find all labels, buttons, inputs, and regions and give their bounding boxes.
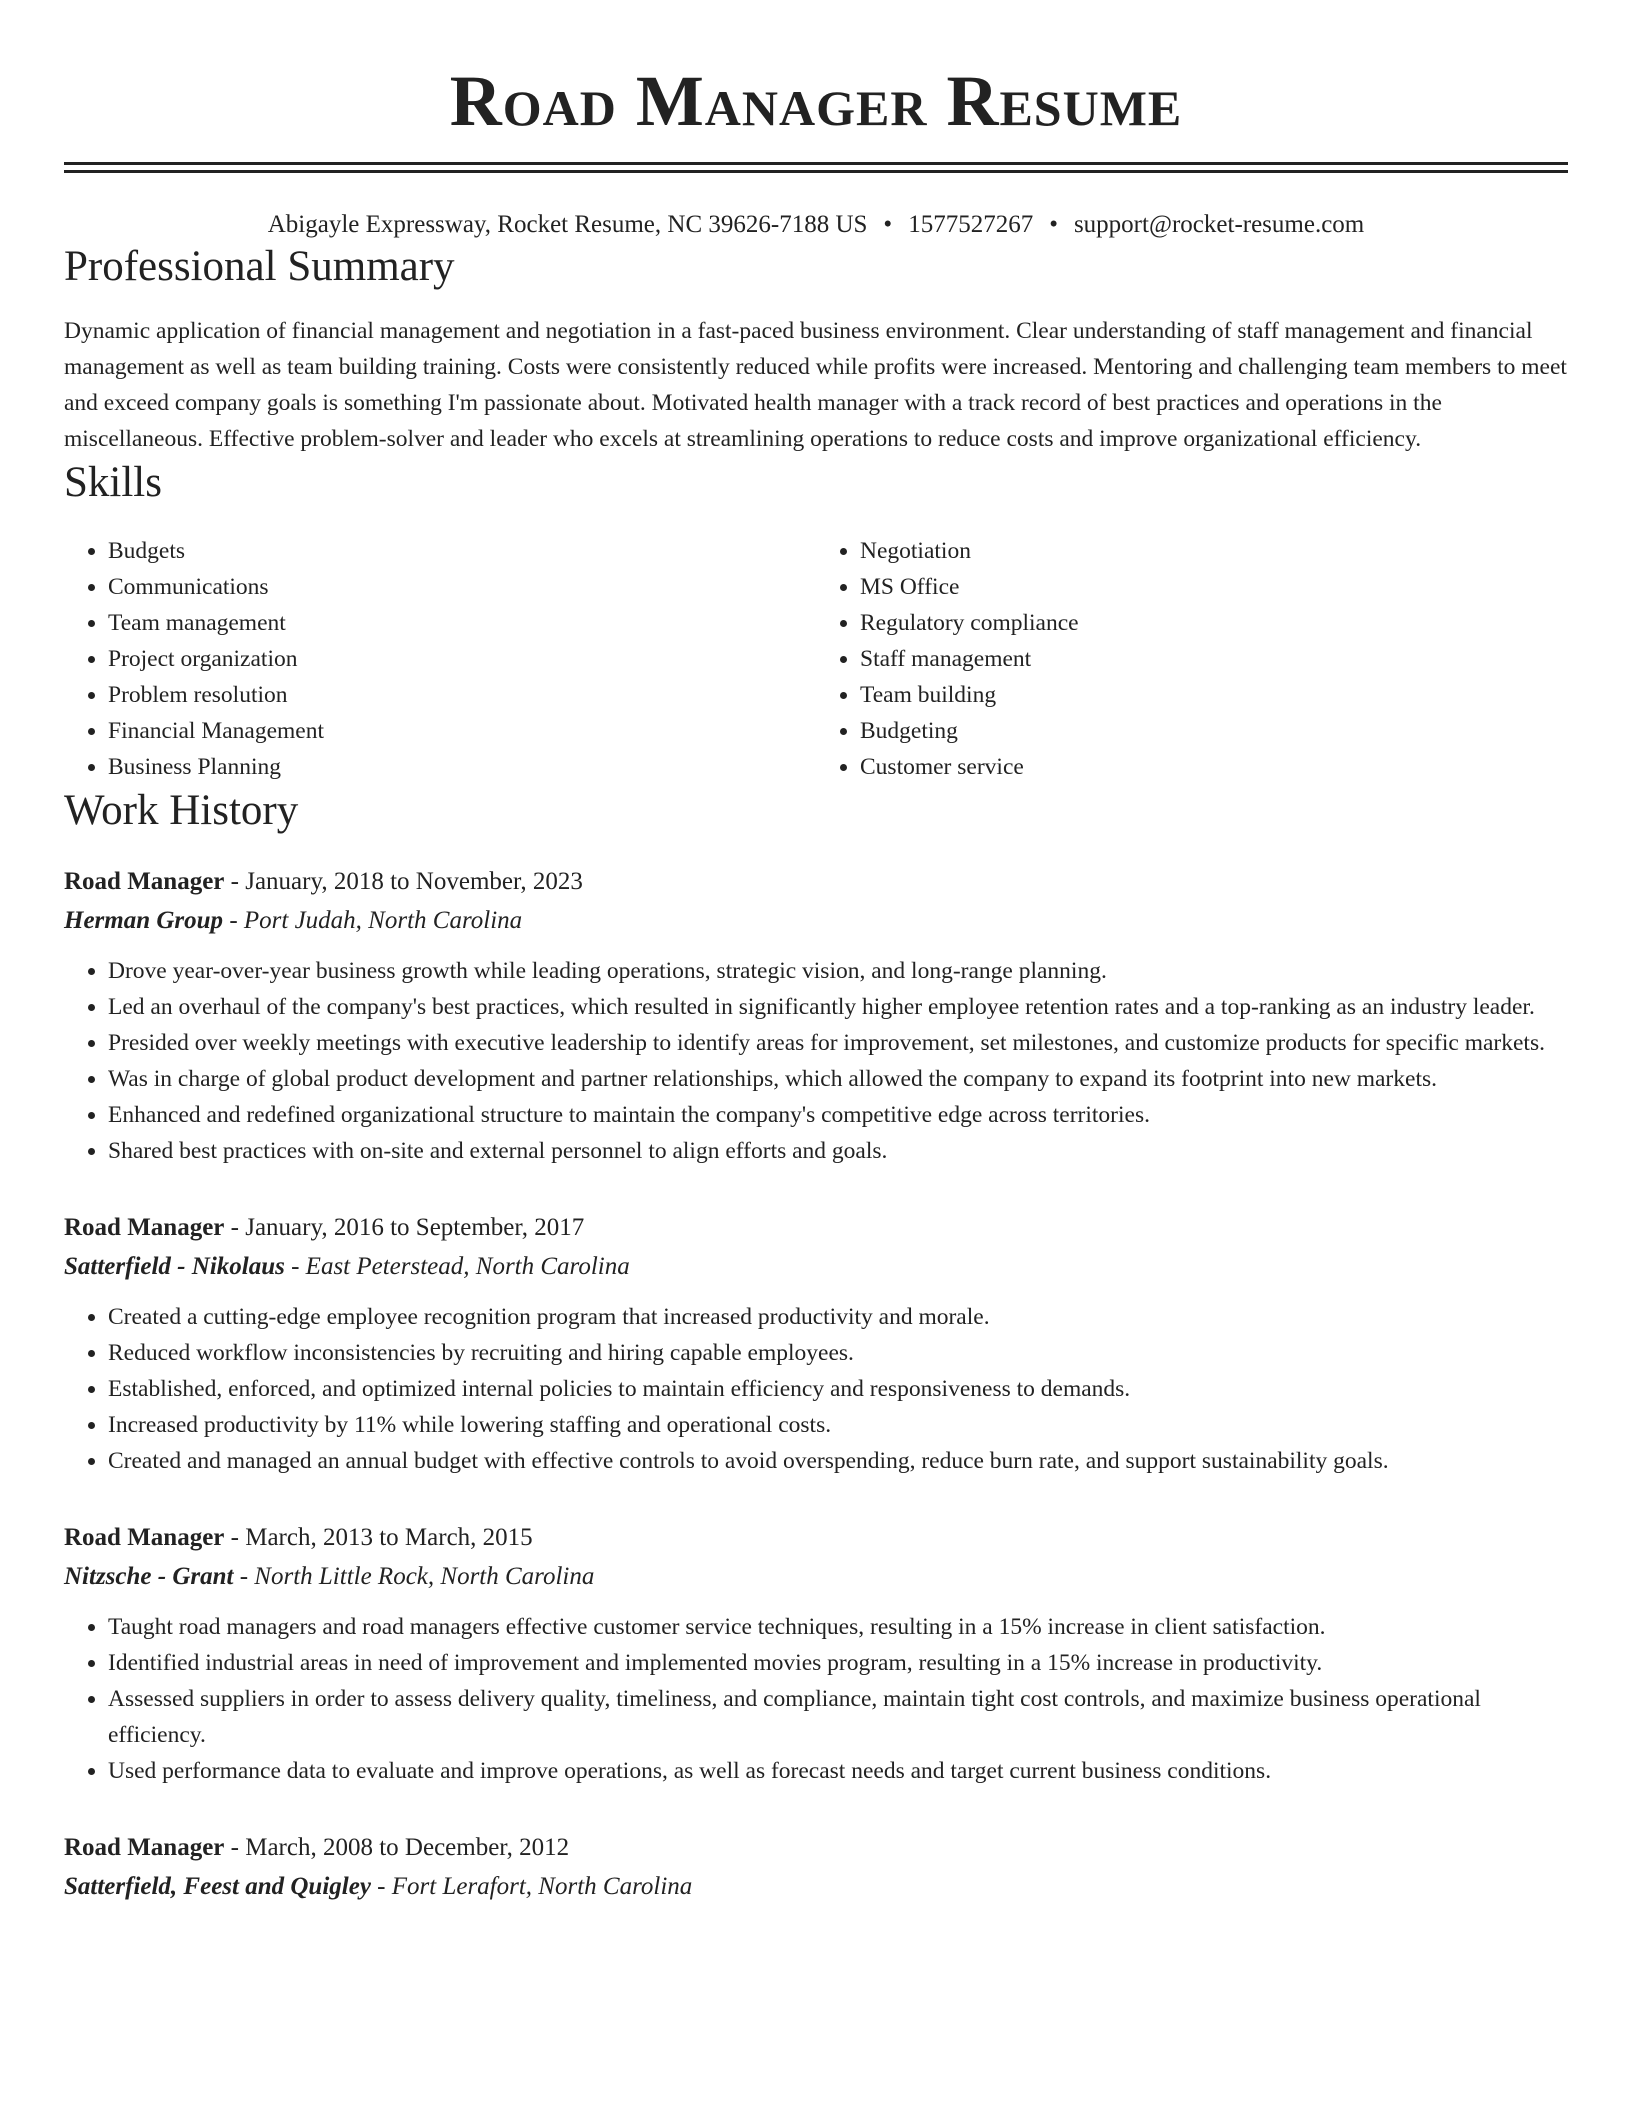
- skill-item: • MS Office: [860, 569, 1568, 605]
- contact-address: Abigayle Expressway, Rocket Resume, NC 39626-7188 US: [267, 211, 868, 238]
- job-header: [64, 1519, 1568, 1557]
- job-role: Road Manager: [64, 1524, 225, 1551]
- skill-item: • Communications: [108, 569, 816, 605]
- job-bullet: • Created and managed an annual budget with effective controls to avoid overspending, reduce burn rate, and support sustainability goals.: [108, 1443, 1568, 1479]
- job-dates: - January, 2016 to September, 2017: [224, 1214, 585, 1241]
- contact-separator: •: [1049, 211, 1058, 238]
- job-bullet: • Led an overhaul of the company's best practices, which resulted in significantly higher employee retention rates and a top-ranking as an industry leader.: [108, 989, 1568, 1025]
- skills-list-right: [816, 533, 1568, 785]
- job-header: [64, 1209, 1568, 1247]
- job-bullet: • Increased productivity by 11% while lowering staffing and operational costs.: [108, 1407, 1568, 1443]
- skill-item: • Customer service: [860, 749, 1568, 785]
- contact-separator: •: [883, 211, 893, 238]
- skills-columns: [64, 533, 1568, 785]
- job-location: - Fort Lerafort, North Carolina: [370, 1873, 693, 1900]
- job-entry: [64, 1829, 1568, 1907]
- job-role: Road Manager: [64, 1834, 225, 1861]
- job-bullet: • Created a cutting-edge employee recognition program that increased productivity and morale.: [108, 1299, 1568, 1335]
- summary-text: Dynamic application of financial management and negotiation in a fast-paced business environment. Clear understanding of staff management and financial management as well as team building training. Costs were consistently reduced while profits were increased. Mentoring and challenging team members to meet and exceed company goals is something I'm passionate about. Motivated health manager with a track record of best practices and operations in the miscellaneous. Effective problem-solver and leader who excels at streamlining operations to reduce costs and improve organizational efficiency.: [64, 318, 1567, 452]
- job-bullet: • Shared best practices with on-site and external personnel to align efforts and goals.: [108, 1133, 1568, 1169]
- work-history-heading: Work History: [64, 787, 299, 834]
- contact-email: support@rocket-resume.com: [1073, 211, 1365, 238]
- skill-item: • Team management: [108, 605, 816, 641]
- job-location: - North Little Rock, North Carolina: [233, 1563, 595, 1590]
- summary-heading: Professional Summary: [64, 243, 455, 290]
- job-bullets: [64, 1609, 1568, 1789]
- skill-item: • Budgets: [108, 533, 816, 569]
- job-company: Satterfield - Nikolaus: [64, 1253, 285, 1280]
- job-bullet: • Established, enforced, and optimized internal policies to maintain efficiency and responsiveness to demands.: [108, 1371, 1568, 1407]
- job-company: Nitzsche - Grant: [64, 1563, 234, 1590]
- job-bullet: • Presided over weekly meetings with executive leadership to identify areas for improvement, set milestones, and customize products for specific markets.: [108, 1025, 1568, 1061]
- job-bullets: [64, 953, 1568, 1169]
- job-dates: - March, 2008 to December, 2012: [224, 1834, 570, 1861]
- skill-item: • Budgeting: [860, 713, 1568, 749]
- job-entry: [64, 1519, 1568, 1789]
- contact-line: [64, 209, 1568, 241]
- resume-title: Road Manager Resume: [449, 61, 1183, 141]
- job-company-line: [64, 1247, 1568, 1287]
- job-entry: [64, 1209, 1568, 1479]
- skill-item: • Team building: [860, 677, 1568, 713]
- skill-item: • Problem resolution: [108, 677, 816, 713]
- contact-phone: 1577527267: [908, 211, 1034, 238]
- job-role: Road Manager: [64, 1214, 225, 1241]
- job-header: [64, 863, 1568, 901]
- job-company: Satterfield, Feest and Quigley: [64, 1873, 371, 1900]
- skill-item: • Negotiation: [860, 533, 1568, 569]
- job-dates: - January, 2018 to November, 2023: [224, 868, 583, 895]
- job-bullet: • Was in charge of global product development and partner relationships, which allowed the company to expand its footprint into new markets.: [108, 1061, 1568, 1097]
- job-dates: - March, 2013 to March, 2015: [224, 1524, 533, 1551]
- job-bullet: • Assessed suppliers in order to assess delivery quality, timeliness, and compliance, maintain tight cost controls, and maximize business operational efficiency.: [108, 1681, 1568, 1753]
- skill-item: • Project organization: [108, 641, 816, 677]
- job-company-line: [64, 1557, 1568, 1597]
- skill-item: • Business Planning: [108, 749, 816, 785]
- skill-item: • Staff management: [860, 641, 1568, 677]
- job-bullet: • Drove year-over-year business growth while leading operations, strategic vision, and long-range planning.: [108, 953, 1568, 989]
- job-bullet: • Enhanced and redefined organizational structure to maintain the company's competitive edge across territories.: [108, 1097, 1568, 1133]
- skills-list-left: [64, 533, 816, 785]
- skill-item: • Regulatory compliance: [860, 605, 1568, 641]
- job-bullet: • Used performance data to evaluate and improve operations, as well as forecast needs and target current business conditions.: [108, 1753, 1568, 1789]
- job-company-line: [64, 1867, 1568, 1907]
- job-role: Road Manager: [64, 868, 225, 895]
- job-location: - Port Judah, North Carolina: [223, 907, 523, 934]
- job-bullet: • Taught road managers and road managers effective customer service techniques, resulting in a 15% increase in client satisfaction.: [108, 1609, 1568, 1645]
- job-bullet: • Identified industrial areas in need of improvement and implemented movies program, resulting in a 15% increase in productivity.: [108, 1645, 1568, 1681]
- title-double-rule: [64, 162, 1568, 173]
- job-bullet: • Reduced workflow inconsistencies by recruiting and hiring capable employees.: [108, 1335, 1568, 1371]
- skill-item: • Financial Management: [108, 713, 816, 749]
- job-bullets: [64, 1299, 1568, 1479]
- skills-heading: Skills: [64, 459, 162, 506]
- job-header: [64, 1829, 1568, 1867]
- job-company-line: [64, 901, 1568, 941]
- job-location: - East Peterstead, North Carolina: [284, 1253, 630, 1280]
- job-entry: [64, 863, 1568, 1169]
- job-company: Herman Group: [64, 907, 224, 934]
